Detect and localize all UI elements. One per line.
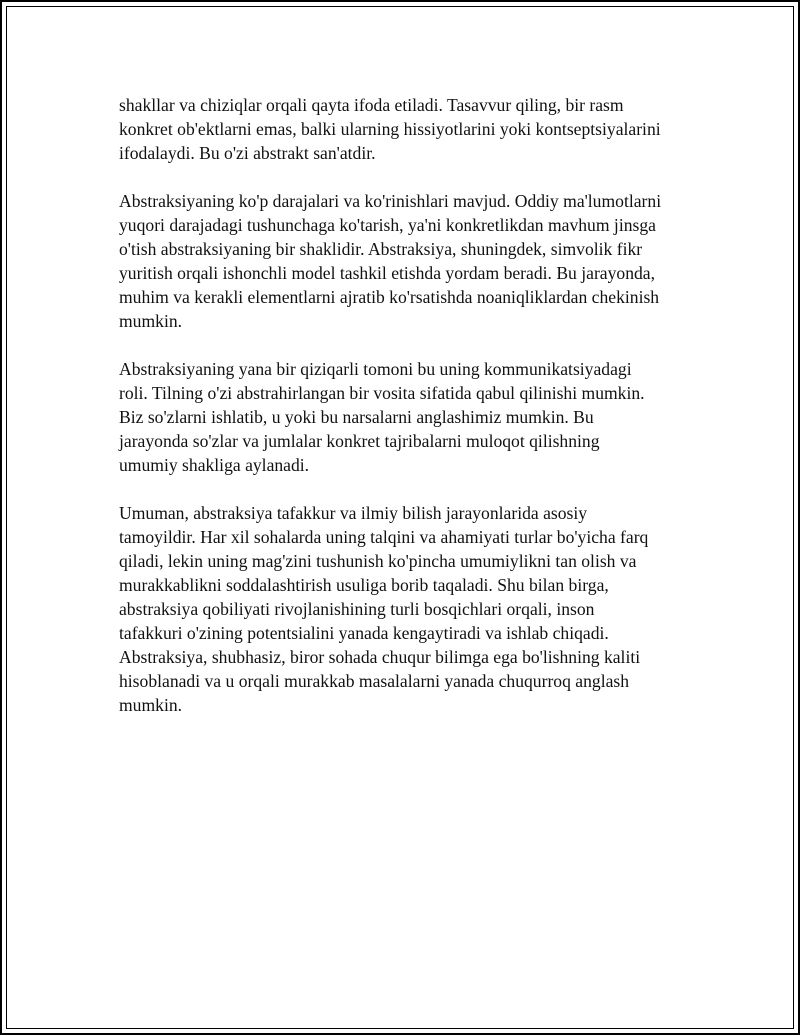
paragraph-1: shakllar va chiziqlar orqali qayta ifoda etiladi. Tasavvur qiling, bir rasm konkret ob'ektlarni emas, balki ularning hissiyotlarini yoki kontseptsiyalarini ifodalaydi. Bu o'zi abstrakt san'atdir. [119, 95, 661, 163]
paragraph-4: Umuman, abstraksiya tafakkur va ilmiy bilish jarayonlarida asosiy tamoyildir. Har xil sohalarda uning talqini va ahamiyati turlar bo'yicha farq qiladi, lekin uning mag'zini tushunish ko'pincha umumiylikni tan olish va murakkablikni soddalashtirish usuliga borib taqaladi. Shu bilan birga, abstraksiya qobiliyati rivojlanishining turli bosqichlari orqali, inson tafakkuri o'zining potentsialini yanada kengaytiradi va ishlab chiqadi. Abstraksiya, shubhasiz, biror sohada chuqur bilimga ega bo'lishning kaliti hisoblanadi va u orqali murakkab masalalarni yanada chuqurroq anglash mumkin. [119, 503, 649, 715]
paragraph-3: Abstraksiyaning yana bir qiziqarli tomoni bu uning kommunikatsiyadagi roli. Tilning o'zi abstrahirlangan bir vosita sifatida qabul qilinishi mumkin. Biz so'zlarni ishlatib, u yoki bu narsalarni anglashimiz mumkin. Bu jarayonda so'zlar va jumlalar konkret tajribalarni muloqot qilishning umumiy shakliga aylanadi. [119, 359, 645, 475]
document-body [119, 93, 699, 741]
paragraph-2: Abstraksiyaning ko'p darajalari va ko'rinishlari mavjud. Oddiy ma'lumotlarni yuqori darajadagi tushunchaga ko'tarish, ya'ni konkretlikdan mavhum jinsga o'tish abstraksiyaning bir shaklidir. Abstraksiya, shuningdek, simvolik fikr yuritish orqali ishonchli model tashkil etishda yordam beradi. Bu jarayonda, muhim va kerakli elementlarni ajratib ko'rsatishda noaniqliklardan chekinish mumkin. [119, 191, 662, 331]
